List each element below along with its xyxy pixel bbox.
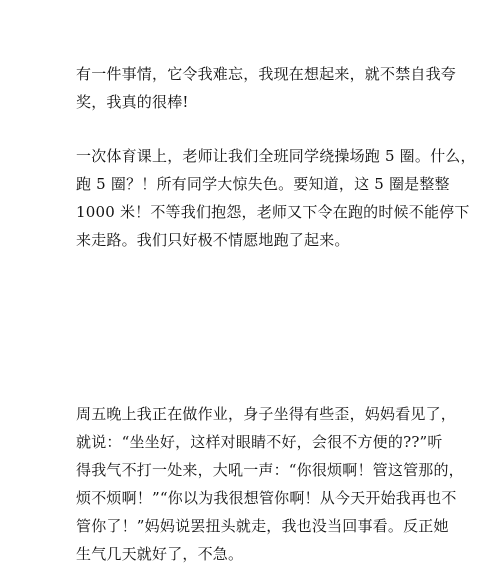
paragraph-line: 周五晚上我正在做作业，身子坐得有些歪，妈妈看见了，: [76, 405, 457, 423]
paragraph-line: 跑 5 圈？！所有同学大惊失色。要知道，这 5 圈是整整: [76, 175, 450, 193]
paragraph-line: 一次体育课上，老师让我们全班同学绕操场跑 5 圈。什么，: [76, 147, 476, 165]
paragraph-pe-class: [76, 142, 476, 254]
paragraph-line: 奖，我真的很棒!: [76, 93, 189, 111]
paragraph-line: 生气几天就好了，不急。: [76, 545, 244, 563]
paragraph-line: 得我气不打一处来，大吼一声：“你很烦啊！管这管那的，: [76, 461, 464, 479]
paragraph-line: 管你了！”妈妈说罢扭头就走，我也没当回事看。反正她: [76, 517, 449, 535]
paragraph-line: 就说：“坐坐好，这样对眼睛不好，会很不方便的??”听: [76, 433, 443, 451]
paragraph-line: 1000 米！不等我们抱怨，老师又下令在跑的时候不能停下: [76, 203, 470, 221]
paragraph-line: 有一件事情，它令我难忘，我现在想起来，就不禁自我夸: [76, 65, 457, 83]
paragraph-homework: [76, 400, 464, 568]
paragraph-line: 来走路。我们只好极不情愿地跑了起来。: [76, 231, 350, 249]
paragraph-intro: [76, 60, 457, 116]
paragraph-line: 烦不烦啊！”“你以为我很想管你啊！从今天开始我再也不: [76, 489, 457, 507]
